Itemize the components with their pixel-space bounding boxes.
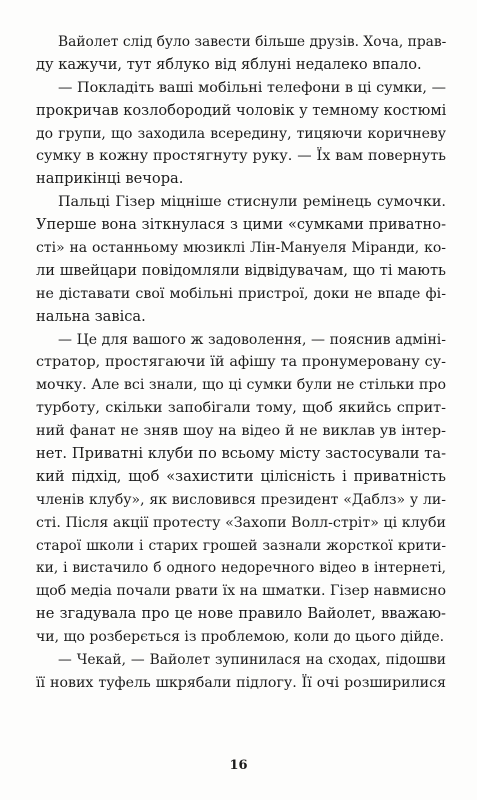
- text-line: ки, і вистачило б одного недоречного відео в інтернеті,: [36, 560, 446, 577]
- text-line: — Це для вашого ж задоволення, — пояснив адміні-: [58, 331, 446, 348]
- text-line: кий підхід, щоб «захистити цілісність і приватність: [36, 467, 446, 485]
- text-line: — Покладіть ваші мобільні телефони в ці сумки, —: [58, 79, 446, 96]
- text-line: мочку. Але всі знали, що ці сумки були не стільки про: [36, 377, 446, 394]
- text-line: ний фанат не зняв шоу на відео й не виклав ув інтер-: [36, 423, 446, 440]
- text-line: старої школи і старих грошей зазнали жорсткої крити-: [36, 537, 446, 554]
- text-line: нет. Приватні клуби по всьому місту застосували та-: [36, 445, 446, 463]
- text-line: щоб медіа почали рвати їх на шматки. Гізер навмисно: [36, 583, 446, 600]
- text-line: прокричав козлобородий чоловік у темному костюмі: [36, 101, 447, 119]
- text-line: Уперше вона зіткнулася з цими «сумками приватно-: [36, 216, 446, 234]
- text-line: ду кажучи, тут яблуко від яблуні недалеко впало.: [36, 55, 422, 73]
- page-number: 16: [229, 758, 248, 773]
- text-line: Пальці Гізер міцніше стиснули ремінець сумочки.: [58, 194, 446, 211]
- text-line: не діставати свої мобільні пристрої, доки не впаде фі-: [36, 285, 446, 302]
- text-line: стратор, простягаючи їй афішу та пронумеровану су-: [36, 354, 446, 371]
- text-line: сті» на останньому мюзиклі Лін-Мануеля Міранди, ко-: [36, 240, 446, 257]
- text-line: нальна завіса.: [36, 307, 146, 325]
- text-line: до групи, що заходила всередину, тицяючи коричневу: [36, 125, 446, 142]
- text-line: ли швейцари повідомляли відвідувачам, що ті мають: [36, 261, 446, 279]
- text-line: турботу, скільки запобігали тому, щоб якийсь сприт-: [36, 400, 446, 417]
- text-line: сті. Після акції протесту «Захопи Волл-стріт» ці клуби: [36, 514, 446, 531]
- text-line: — Чекай, — Вайолет зупинилася на сходах, підошви: [58, 652, 446, 669]
- text-line: не згадувала про це нове правило Вайолет, вважаю-: [36, 605, 446, 623]
- text-line: її нових туфель шкрябали підлогу. Її очі розширилися: [36, 674, 446, 691]
- text-line: чи, що розберється із проблемою, коли до цього дійде.: [36, 629, 445, 646]
- text-line: наприкінці вечора.: [36, 170, 184, 188]
- text-line: Вайолет слід було завести більше друзів. Хоча, прав-: [58, 34, 447, 50]
- text-line: сумку в кожну простягнуту руку. — Їх вам повернуть: [36, 148, 446, 165]
- body-text: [36, 31, 446, 695]
- text-line: членів клубу», як висловився президент «Даблз» у ли-: [36, 491, 446, 508]
